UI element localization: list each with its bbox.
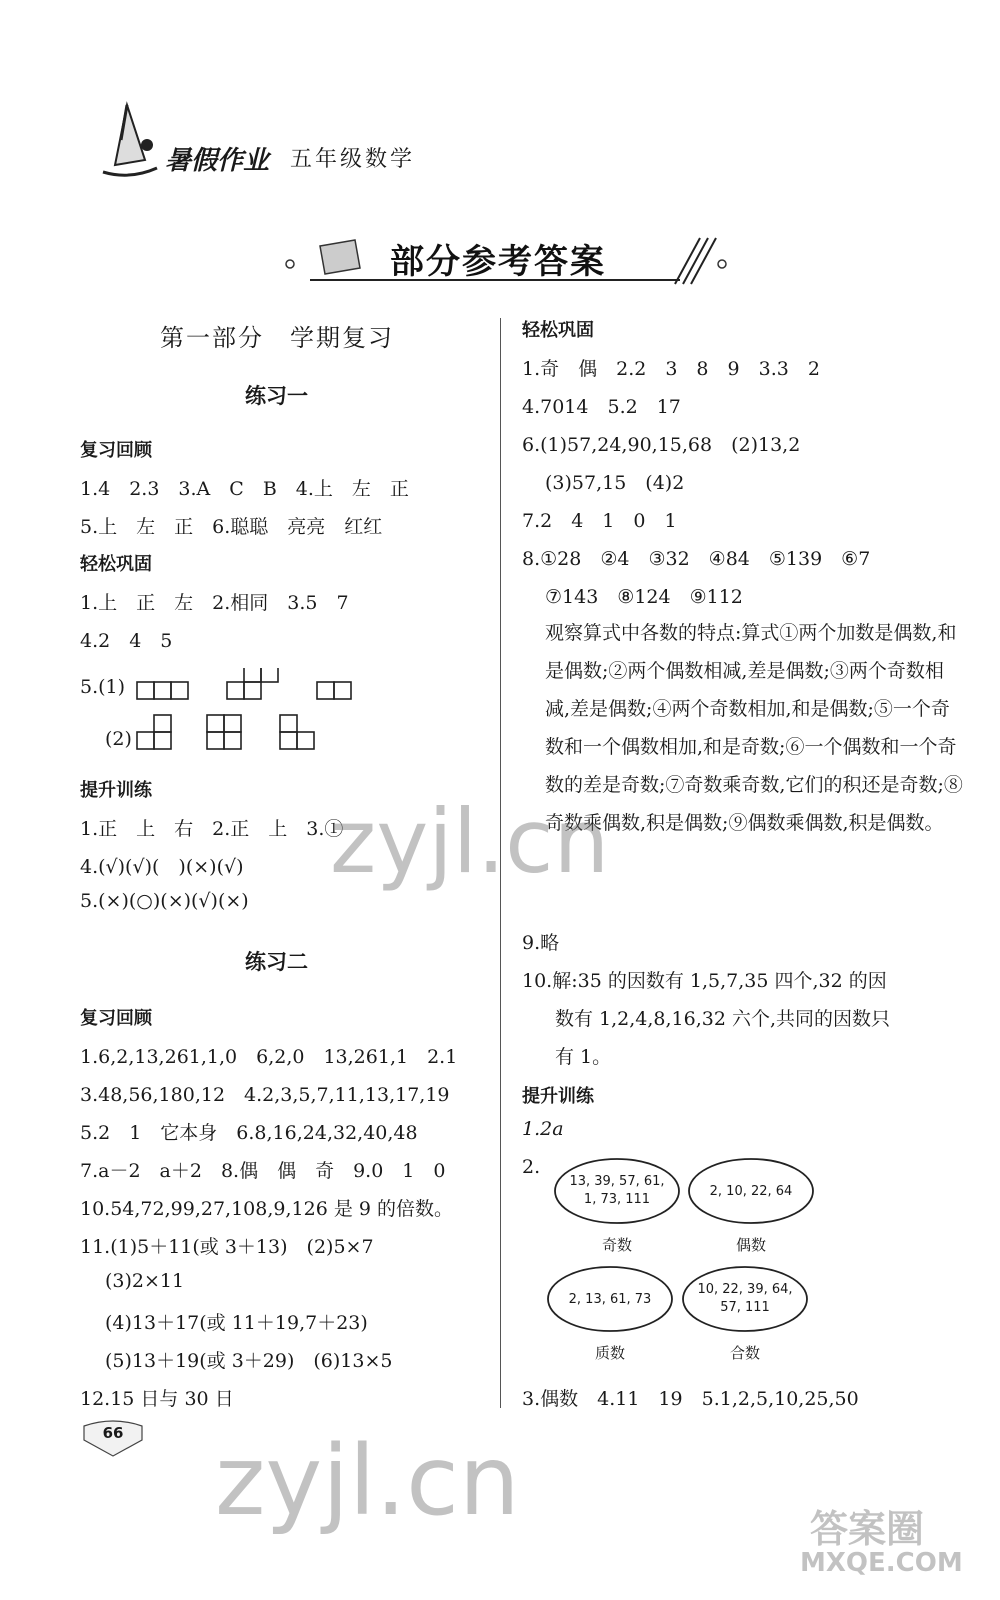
answer-line: 1.奇 偶 2.2 3 8 9 3.3 2 bbox=[522, 358, 820, 380]
answer-line: ⑦143 ⑧124 ⑨112 bbox=[545, 586, 743, 608]
answer-line: 1.2a bbox=[522, 1118, 564, 1140]
section-consolidate: 轻松巩固 bbox=[80, 554, 152, 575]
section-improve: 提升训练 bbox=[80, 780, 152, 801]
answer-line: 1.上 正 左 2.相同 3.5 7 bbox=[80, 592, 349, 614]
page-number-badge bbox=[82, 1418, 144, 1458]
answer-line: 6.(1)57,24,90,15,68 (2)13,2 bbox=[522, 434, 801, 456]
header-logo bbox=[95, 100, 160, 185]
answer-line: 数有 1,2,4,8,16,32 六个,共同的因数只 bbox=[555, 1008, 891, 1030]
answer-line: 8.①28 ②4 ③32 ④84 ⑤139 ⑥7 bbox=[522, 548, 871, 570]
answer-line: 4.(√)(√)( )(×)(√) bbox=[80, 856, 244, 878]
answer-line: (4)13＋17(或 11＋19,7＋23) bbox=[105, 1312, 368, 1334]
watermark-text: MXQE.COM bbox=[800, 1548, 963, 1578]
header-title: 暑假作业 bbox=[165, 146, 270, 176]
answer-line: 5.2 1 它本身 6.8,16,24,32,40,48 bbox=[80, 1122, 418, 1144]
answer-line: 1.正 上 右 2.正 上 3.① bbox=[80, 818, 344, 840]
answer-line: 10.解:35 的因数有 1,5,7,35 四个,32 的因 bbox=[522, 970, 887, 992]
set-prime bbox=[545, 1264, 675, 1364]
part-title: 第一部分 学期复习 bbox=[160, 324, 394, 352]
answer-line: 5.上 左 正 6.聪聪 亮亮 红红 bbox=[80, 516, 383, 538]
header-subtitle: 五年级数学 bbox=[290, 147, 416, 172]
set-caption: 合数 bbox=[729, 1344, 760, 1362]
set-caption: 奇数 bbox=[601, 1236, 632, 1254]
page-number: 66 bbox=[102, 1424, 124, 1442]
section-review: 复习回顾 bbox=[80, 440, 152, 461]
set-composite bbox=[680, 1264, 810, 1364]
answer-line: (5)13＋19(或 3＋29) (6)13×5 bbox=[105, 1350, 393, 1372]
set-numbers: 2, 13, 61, 73 bbox=[568, 1292, 652, 1307]
watermark-text: zyjl.cn bbox=[215, 1425, 520, 1537]
set-numbers: 13, 39, 57, 61, 1, 73, 111 bbox=[569, 1174, 665, 1207]
windsurfer-icon bbox=[95, 100, 160, 185]
set-even bbox=[686, 1156, 816, 1256]
answer-line: (3)2×11 bbox=[105, 1270, 185, 1292]
answer-line: 12.15 日与 30 日 bbox=[80, 1388, 234, 1410]
answer-line: 7.2 4 1 0 1 bbox=[522, 510, 677, 532]
answer-line: 4.7014 5.2 17 bbox=[522, 396, 681, 418]
exercise-1-title: 练习一 bbox=[245, 384, 308, 408]
answer-line: (3)57,15 (4)2 bbox=[545, 472, 685, 494]
watermark-text: 答案圈 bbox=[810, 1507, 925, 1551]
answer-line: 4.2 4 5 bbox=[80, 630, 173, 652]
answer-line: 10.54,72,99,27,108,9,126 是 9 的倍数。 bbox=[80, 1198, 453, 1220]
answer-line: 有 1。 bbox=[555, 1046, 612, 1068]
view-diagrams-row-2 bbox=[135, 712, 365, 757]
set-numbers: 2, 10, 22, 64 bbox=[709, 1184, 793, 1199]
answer-line: 5.(1) bbox=[80, 676, 126, 698]
section-consolidate: 轻松巩固 bbox=[522, 320, 594, 341]
view-diagrams-row-1 bbox=[135, 668, 365, 708]
set-caption: 偶数 bbox=[735, 1236, 766, 1254]
answer-line: (2) bbox=[105, 728, 132, 750]
answer-line: 1.4 2.3 3.A C B 4.上 左 正 bbox=[80, 478, 409, 500]
explanation-paragraph: 观察算式中各数的特点:算式①两个加数是偶数,和是偶数;②两个偶数相减,差是偶数;③两个奇数相减,差是偶数;④两个奇数相加,和是偶数;⑤一个奇数和一个偶数相加,和是奇数;⑥一个偶数和一个奇数的差是奇数;⑦奇数乘奇数,它们的积还是奇数;⑧奇数乘偶数,积是偶数;⑨偶数乘偶数,积是偶数。 bbox=[545, 622, 963, 834]
answer-line: 3.48,56,180,12 4.2,3,5,7,11,13,17,19 bbox=[80, 1084, 450, 1106]
answer-line: 5.(×)(○)(×)(√)(×) bbox=[80, 890, 249, 912]
set-caption: 质数 bbox=[594, 1344, 625, 1362]
exercise-2-title: 练习二 bbox=[245, 950, 308, 974]
answers-banner bbox=[280, 228, 730, 286]
set-numbers: 10, 22, 39, 64, 57, 111 bbox=[697, 1282, 793, 1315]
set-odd bbox=[552, 1156, 682, 1256]
section-improve: 提升训练 bbox=[522, 1086, 594, 1107]
watermark-text: zyjl.cn bbox=[330, 790, 610, 893]
answer-line: 9.略 bbox=[522, 932, 560, 954]
answer-line: 1.6,2,13,261,1,0 6,2,0 13,261,1 2.1 bbox=[80, 1046, 458, 1068]
answer-line: 3.偶数 4.11 19 5.1,2,5,10,25,50 bbox=[522, 1388, 859, 1410]
answer-line: 2. bbox=[522, 1156, 541, 1178]
answer-line: 7.a－2 a＋2 8.偶 偶 奇 9.0 1 0 bbox=[80, 1160, 446, 1182]
answer-line: 11.(1)5＋11(或 3＋13) (2)5×7 bbox=[80, 1236, 374, 1258]
banner-title: 部分参考答案 bbox=[390, 242, 606, 282]
section-review: 复习回顾 bbox=[80, 1008, 152, 1029]
